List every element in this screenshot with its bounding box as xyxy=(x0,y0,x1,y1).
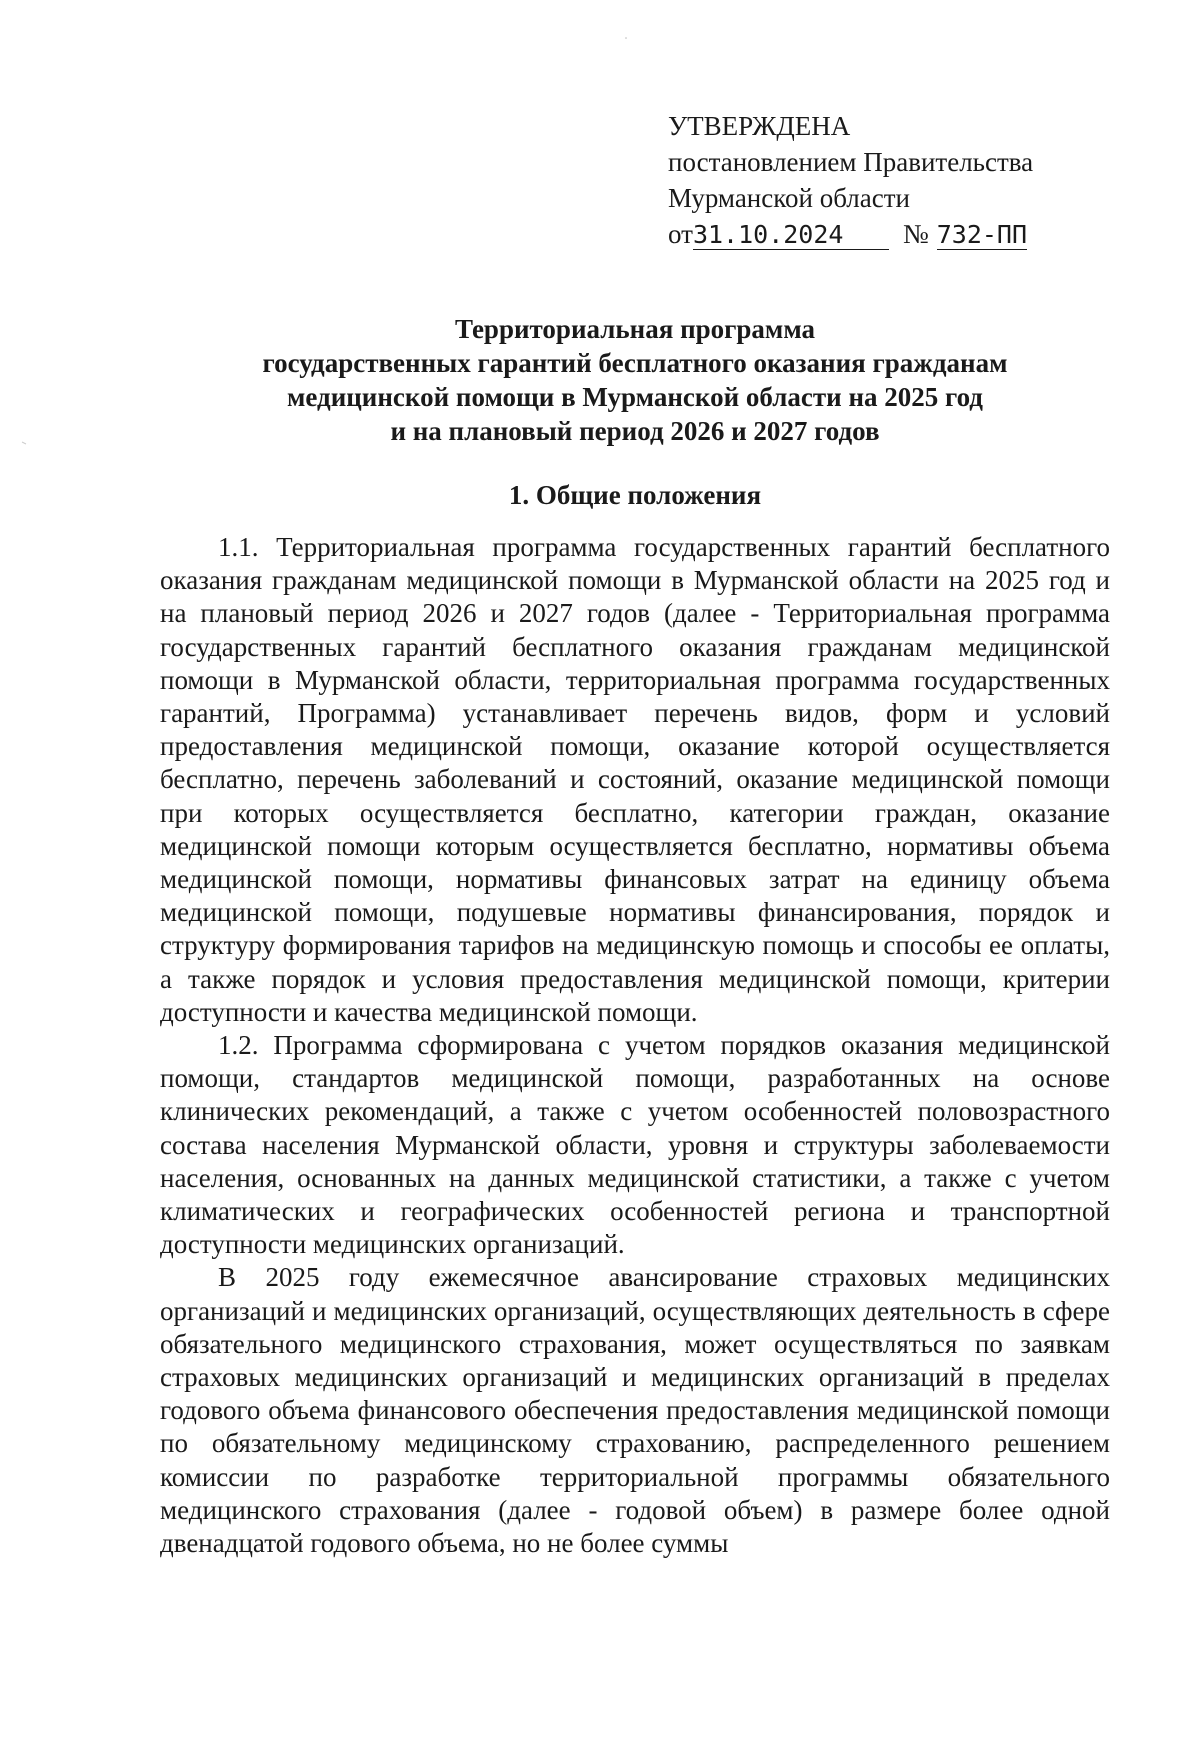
approval-date-line xyxy=(668,216,1033,252)
approval-number: 732-ПП xyxy=(936,220,1028,249)
approval-line-1: постановлением Правительства xyxy=(668,147,1034,177)
paragraph-1-2: 1.2. Программа сформирована с учетом порядков оказания медицинской помощи, стандартов медицинской помощи, разработанных на основе клинических рекомендаций, а также с учетом особенностей половозрастного состава населения Мурманской области, уровня и структуры заболеваемости населения, основанных на данных медицинской статистики, а также с учетом климатических и географических особенностей региона и транспортной доступности медицинских организаций. xyxy=(160,1030,1110,1260)
paragraph-advance: В 2025 году ежемесячное авансирование страховых медицинских организаций и медицинских организаций, осуществляющих деятельность в сфере обязательного медицинского страхования, может осуществляться по заявкам страховых медицинских организаций и медицинских организаций в пределах годового объема финансового обеспечения предоставления медицинской помощи по обязательному медицинскому страхованию, распределенного решением комиссии по разработке территориальной программы обязательного медицинского страхования (далее - годовой объем) в размере более одной двенадцатой годового объема, но не более суммы xyxy=(160,1262,1110,1559)
approval-date: 31.10.2024 xyxy=(693,221,889,250)
document-title xyxy=(160,312,1110,448)
title-line: медицинской помощи в Мурманской области на 2025 год xyxy=(287,382,983,412)
approval-stamp xyxy=(668,108,1033,252)
date-prefix: от xyxy=(668,219,693,249)
scan-speck xyxy=(625,37,627,39)
number-label: № xyxy=(902,219,929,249)
scan-speck xyxy=(22,442,26,444)
section-heading: 1. Общие положения xyxy=(508,480,762,510)
title-line: государственных гарантий бесплатного оказания гражданам xyxy=(262,348,1008,378)
paragraph-1-1: 1.1. Территориальная программа государственных гарантий бесплатного оказания гражданам медицинской помощи в Мурманской области на 2025 год и на плановый период 2026 и 2027 годов (далее - Территориальная программа государственных гарантий бесплатного оказания гражданам медицинской помощи в Мурманской области, территориальная программа государственных гарантий, Программа) устанавливает перечень видов, форм и условий предоставления медицинской помощи, оказание которой осуществляется бесплатно, перечень заболеваний и состояний, оказание медицинской помощи при которых осуществляется бесплатно, категории граждан, оказание медицинской помощи которым осуществляется бесплатно, нормативы объема медицинской помощи, нормативы финансовых затрат на единицу объема медицинской помощи, подушевые нормативы финансирования, порядок и структуру формирования тарифов на медицинскую помощь и способы ее оплаты, а также порядок и условия предоставления медицинской помощи, критерии доступности и качества медицинской помощи. xyxy=(160,532,1110,1027)
document-body xyxy=(160,531,1110,1560)
approval-heading: УТВЕРЖДЕНА xyxy=(668,111,851,141)
approval-line-2: Мурманской области xyxy=(668,183,910,213)
title-line: Территориальная программа xyxy=(454,314,816,344)
title-line: и на плановый период 2026 и 2027 годов xyxy=(390,416,880,446)
